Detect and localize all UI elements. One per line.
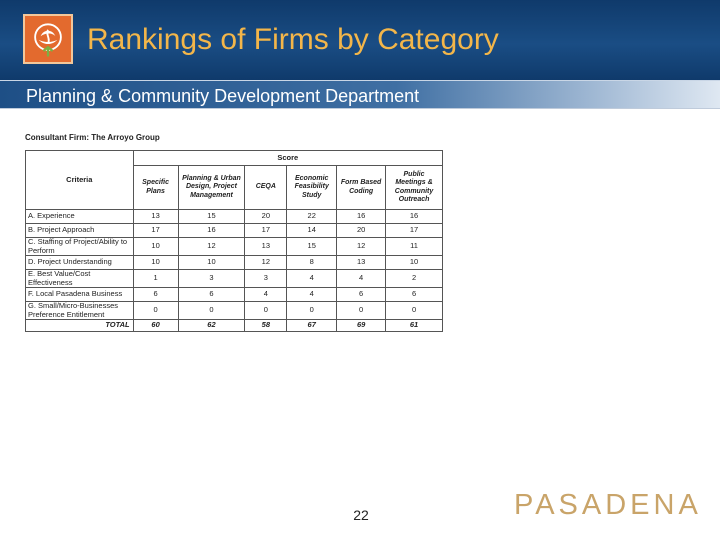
score-cell: 17 (245, 224, 287, 238)
slide-title: Rankings of Firms by Category (87, 23, 499, 56)
score-cell: 0 (245, 302, 287, 320)
score-cell: 8 (287, 256, 337, 270)
column-header: Form Based Coding (337, 166, 386, 210)
total-cell: 67 (287, 320, 337, 332)
table-row (26, 288, 443, 302)
score-cell: 2 (386, 270, 443, 288)
score-cell: 0 (133, 302, 178, 320)
score-cell: 6 (178, 288, 245, 302)
score-cell: 3 (178, 270, 245, 288)
total-cell: 60 (133, 320, 178, 332)
score-cell: 4 (337, 270, 386, 288)
rose-logo (23, 14, 73, 64)
page-number: 22 (353, 507, 369, 523)
column-header: Public Meetings & Community Outreach (386, 166, 443, 210)
total-cell: 58 (245, 320, 287, 332)
department-bar (0, 80, 720, 109)
criteria-cell: A. Experience (26, 210, 134, 224)
score-cell: 6 (386, 288, 443, 302)
score-cell: 10 (178, 256, 245, 270)
column-header: Specific Plans (133, 166, 178, 210)
score-cell: 4 (287, 288, 337, 302)
total-row (26, 320, 443, 332)
table-row (26, 256, 443, 270)
department-subtitle: Planning & Community Development Department (26, 86, 420, 106)
score-cell: 0 (287, 302, 337, 320)
table-row (26, 224, 443, 238)
score-cell: 1 (133, 270, 178, 288)
total-cell: 61 (386, 320, 443, 332)
score-cell: 14 (287, 224, 337, 238)
score-cell: 13 (337, 256, 386, 270)
criteria-cell: E. Best Value/Cost Effectiveness (26, 270, 134, 288)
score-cell: 4 (287, 270, 337, 288)
criteria-cell: C. Staffing of Project/Ability to Perform (26, 238, 134, 256)
total-cell: 62 (178, 320, 245, 332)
score-cell: 10 (386, 256, 443, 270)
slide-header (0, 0, 720, 80)
score-cell: 15 (178, 210, 245, 224)
table-row (26, 238, 443, 256)
column-header: Economic Feasibility Study (287, 166, 337, 210)
total-cell: 69 (337, 320, 386, 332)
table-row (26, 302, 443, 320)
score-cell: 20 (337, 224, 386, 238)
criteria-cell: F. Local Pasadena Business (26, 288, 134, 302)
score-cell: 12 (178, 238, 245, 256)
pasadena-wordmark: PASADENA (514, 489, 702, 521)
score-cell: 10 (133, 256, 178, 270)
table-row (26, 270, 443, 288)
table-row (26, 210, 443, 224)
consultant-firm-label: Consultant Firm: The Arroyo Group (25, 133, 160, 142)
score-cell: 15 (287, 238, 337, 256)
score-cell: 16 (178, 224, 245, 238)
score-cell: 20 (245, 210, 287, 224)
score-cell: 13 (133, 210, 178, 224)
score-cell: 12 (337, 238, 386, 256)
column-header: CEQA (245, 166, 287, 210)
score-cell: 6 (337, 288, 386, 302)
score-cell: 12 (245, 256, 287, 270)
score-cell: 0 (337, 302, 386, 320)
score-header: Score (133, 151, 442, 166)
rankings-table (25, 150, 443, 332)
criteria-cell: B. Project Approach (26, 224, 134, 238)
score-cell: 4 (245, 288, 287, 302)
score-cell: 17 (386, 224, 443, 238)
total-label: TOTAL (26, 320, 134, 332)
criteria-cell: D. Project Understanding (26, 256, 134, 270)
score-cell: 10 (133, 238, 178, 256)
score-cell: 11 (386, 238, 443, 256)
column-header: Planning & Urban Design, Project Management (178, 166, 245, 210)
score-cell: 17 (133, 224, 178, 238)
criteria-cell: G. Small/Micro-Businesses Preference Entitlement (26, 302, 134, 320)
score-cell: 16 (386, 210, 443, 224)
score-cell: 16 (337, 210, 386, 224)
score-cell: 13 (245, 238, 287, 256)
score-cell: 0 (386, 302, 443, 320)
criteria-header: Criteria (26, 151, 134, 210)
score-cell: 6 (133, 288, 178, 302)
score-cell: 3 (245, 270, 287, 288)
rose-icon (25, 16, 71, 62)
score-cell: 0 (178, 302, 245, 320)
score-cell: 22 (287, 210, 337, 224)
